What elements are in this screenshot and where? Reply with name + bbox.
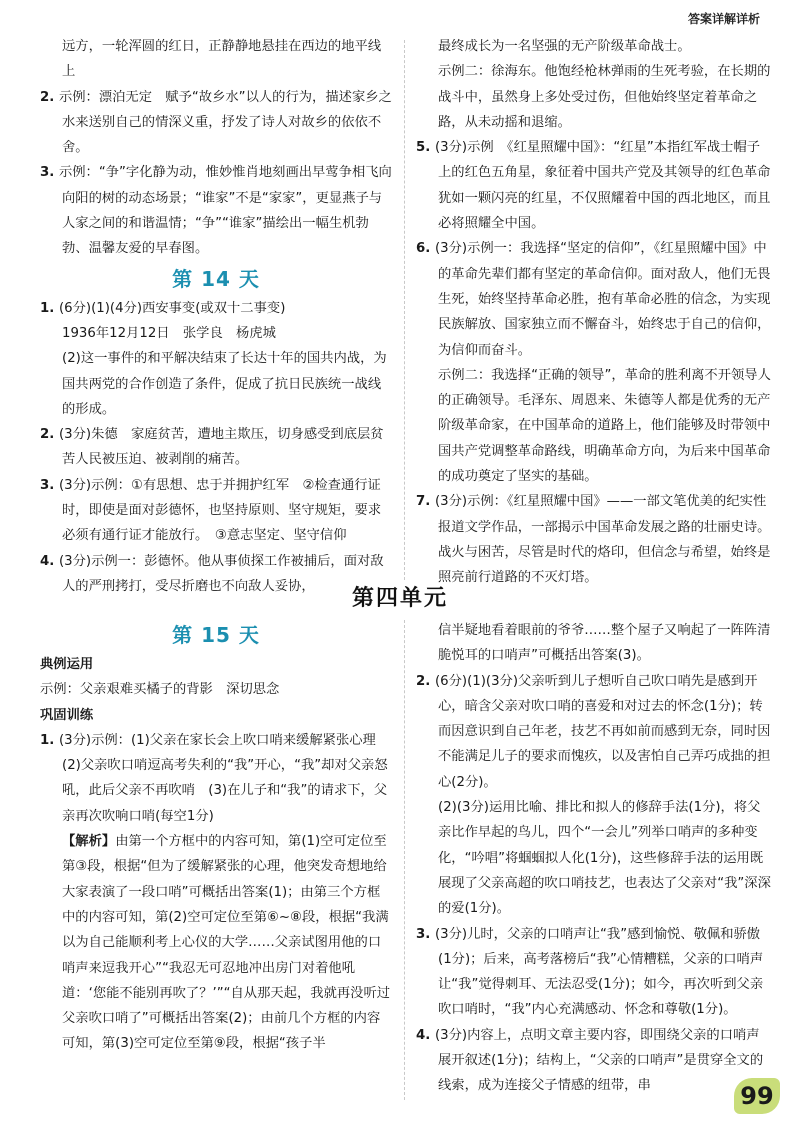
practice-item-4: 4. (3分)内容上，点明文章主要内容，即围绕父亲的口哨声展开叙述(1分)；结构上，“父亲的口哨声”是贯穿全文的线索，成为连接父子情感的纽带，串 xyxy=(416,1027,764,1094)
answer-text: 示例：漂泊无定 赋予“故乡水”以人的行为，描述家乡之水来送别自己的情深义重，抒发了诗人对故乡的依依不舍。 xyxy=(58,89,392,156)
answer-item-7: 7. (3分)示例：《红星照耀中国》——一部文笔优美的纪实性报道文学作品，一部揭示中国革命发展之路的壮丽史诗。战火与困苦，尽管是时代的烙印，但信念与希望，始终是照亮前行道路的不灭灯塔。 xyxy=(416,494,771,586)
column-top-left xyxy=(40,34,392,599)
unit-title: 第四单元 xyxy=(351,586,448,611)
answer-text: (3分)儿时，父亲的口哨声让“我”感到愉悦、敬佩和骄傲(1分)；后来，高考落榜后“我”心情糟糕，父亲的口哨声让“我”觉得刺耳、无法忍受(1分)；如今，再次听到父亲吹口哨时，“我”内心充满感动、怀念和尊敬(1分)。 xyxy=(434,926,764,1018)
continued-text: 信半疑地看着眼前的爷爷……整个屋子又响起了一阵阵清脆悦耳的口哨声”可概括出答案(3)。 xyxy=(438,623,771,664)
column-divider-top xyxy=(404,40,405,580)
analysis-block xyxy=(40,829,392,1057)
analysis-label: 【解析】 xyxy=(62,834,116,850)
column-bottom-right xyxy=(416,618,772,1099)
day14-item-4: 4. (3分)示例一：彭德怀。他从事侦探工作被捕后，面对敌人的严刑拷打，受尽折磨也不向敌人妥协， xyxy=(40,553,384,594)
day14-item-3: 3. (3分)示例：①有思想、忠于并拥护红军 ②检查通行证时，即使是面对彭德怀，也坚持原则、坚守规矩，要求必须有通行证才能放行。 ③意志坚定、坚守信仰 xyxy=(40,477,382,544)
answer-text: (3分)内容上，点明文章主要内容，即围绕父亲的口哨声展开叙述(1分)；结构上，“父亲的口哨声”是贯穿全文的线索，成为连接父子情感的纽带，串 xyxy=(434,1027,764,1094)
column-bottom-left xyxy=(40,618,392,1057)
analysis-text: 由第一个方框中的内容可知，第(1)空可定位至第③段，根据“但为了缓解紧张的心理，他突发奇想地给大家表演了一段口哨”可概括出答案(1)；由第三个方框中的内容可知，第(2)空可定位至第⑥~⑧段，根据“我满以为自己能顺利考上心仪的大学……父亲试图用他的口哨声来逗我开心”“我忍无可忍地冲出房门对着他吼道：‘您能不能别再吹了？’”“自从那天起，我就再没听过父亲吹口哨了”可概括出答案(2)；由前几个方框的内容可知，第(3)空可定位至第⑨段，根据“孩子半 xyxy=(62,834,391,1052)
column-divider-bottom xyxy=(404,620,405,1100)
practice-item-3: 3. (3分)儿时，父亲的口哨声让“我”感到愉悦、敬佩和骄傲(1分)；后来，高考落榜后“我”心情糟糕，父亲的口哨声让“我”觉得刺耳、无法忍受(1分)；如今，再次听到父亲吹口哨时，“我”内心充满感动、怀念和尊敬(1分)。 xyxy=(416,926,764,1018)
answer-item-3: 3. 示例：“争”字化静为动，惟妙惟肖地刻画出早莺争相飞向向阳的树的动态场景；“谁家”不是“家家”，更显燕子与人家之间的和谐温情；“争”“谁家”描绘出一幅生机勃勃、温馨友爱的早春图。 xyxy=(40,165,392,257)
answer-item-5: 5. (3分)示例 《红星照耀中国》：“红星”本指红军战士帽子上的红色五角星，象征着中国共产党及其领导的红色革命犹如一颗闪亮的红星，不仅照耀着中国的西北地区，而且必将照耀全中国。 xyxy=(416,140,771,232)
answer-item-6: 6. (3分)示例一：我选择“坚定的信仰”，《红星照耀中国》中的革命先辈们都有坚定的革命信仰。面对敌人，他们无畏生死，始终坚持革命必胜，抱有革命必胜的信念，为实现民族解放、国家独立而不懈奋斗，始终忠于自己的信仰，为信仰而奋斗。 xyxy=(416,241,771,358)
answer-text: 1936年12月12日 张学良 杨虎城 xyxy=(62,325,276,341)
answer-text: (3分)示例 《红星照耀中国》：“红星”本指红军战士帽子上的红色五角星，象征着中国共产党及其领导的红色革命犹如一颗闪亮的红星，不仅照耀着中国的西北地区，而且必将照耀全中国。 xyxy=(434,140,771,232)
answer-text: (2)这一事件的和平解决结束了长达十年的国共内战，为国共两党的合作创造了条件，促成了抗日民族统一战线的形成。 xyxy=(62,351,387,417)
section-heading-example: 典例运用 xyxy=(40,657,94,672)
answer-text: 示例二：我选择“正确的领导”，革命的胜利离不开领导人的正确领导。毛泽东、周恩来、朱德等人都是优秀的无产阶级革命家，在中国革命的道路上，他们能够及时带领中国共产党调整革命路线，明确革命方向，为后来中国革命的成功奠定了坚实的基础。 xyxy=(438,367,771,485)
practice-item-2: 2. (6分)(1)(3分)父亲听到儿子想听自己吹口哨先是感到开心，暗含父亲对吹口哨的喜爱和对过去的怀念(1分)；转而因意识到自己年老，技艺不再如前而感到无奈，同时因不能满足儿子的要求而愧疚，以及害怕自己弄巧成拙的担心(2分)。 xyxy=(416,673,771,790)
practice-item-1: 1. (3分)示例：(1)父亲在家长会上吹口哨来缓解紧张心理 (2)父亲吹口哨逗高考失利的“我”开心，“我”却对父亲怒吼，此后父亲不再吹哨 (3)在儿子和“我”的请求下，父亲再次吹响口哨(每空1分) xyxy=(40,732,390,824)
answer-text: (3分)示例：《红星照耀中国》——一部文笔优美的纪实性报道文学作品，一部揭示中国革命发展之路的壮丽史诗。战火与困苦，尽管是时代的烙印，但信念与希望，始终是照亮前行道路的不灭灯塔。 xyxy=(434,494,771,586)
section-heading-practice: 巩固训练 xyxy=(40,707,94,723)
continued-text: 远方，一轮浑圆的红日，正静静地悬挂在西边的地平线上 xyxy=(62,39,382,80)
continued-text: 最终成长为一名坚强的无产阶级革命战士。 xyxy=(438,39,691,54)
answer-item-2: 2. 示例：漂泊无定 赋予“故乡水”以人的行为，描述家乡之水来送别自己的情深义重，抒发了诗人对故乡的依依不舍。 xyxy=(40,89,392,156)
answer-text: 示例：“争”字化静为动，惟妙惟肖地刻画出早莺争相飞向向阳的树的动态场景；“谁家”不是“家家”，更显燕子与人家之间的和谐温情；“争”“谁家”描绘出一幅生机勃勃、温馨友爱的早春图。 xyxy=(58,165,392,257)
day-15-title: 第 15 天 xyxy=(172,623,260,647)
day14-item-2: 2. (3分)朱德 家庭贫苦，遭地主欺压，切身感受到底层贫苦人民被压迫、被剥削的痛苦。 xyxy=(40,427,384,468)
answer-text: (3分)示例一：彭德怀。他从事侦探工作被捕后，面对敌人的严刑拷打，受尽折磨也不向敌人妥协， xyxy=(58,553,384,594)
answer-text: 示例二：徐海东。他饱经枪林弹雨的生死考验，在长期的战斗中，虽然身上多处受过伤，但他始终坚定着革命之路，从未动摇和退缩。 xyxy=(438,64,771,130)
answer-text: (6分)(1)(4分)西安事变(或双十二事变) xyxy=(58,300,286,316)
answer-text: (6分)(1)(3分)父亲听到儿子想听自己吹口哨先是感到开心，暗含父亲对吹口哨的喜爱和对过去的怀念(1分)；转而因意识到自己年老，技艺不再如前而感到无奈，同时因不能满足儿子的要求而愧疚，以及害怕自己弄巧成拙的担心(2分)。 xyxy=(434,673,771,790)
page-number: 99 xyxy=(734,1078,780,1114)
answer-text: (3分)朱德 家庭贫苦，遭地主欺压，切身感受到底层贫苦人民被压迫、被剥削的痛苦。 xyxy=(58,427,384,468)
day-14-title: 第 14 天 xyxy=(172,266,260,291)
answer-text: (3分)示例：①有思想、忠于并拥护红军 ②检查通行证时，即使是面对彭德怀，也坚持原则、坚守规矩，要求必须有通行证才能放行。 ③意志坚定、坚守信仰 xyxy=(58,477,382,544)
day14-item-1: 1. (6分)(1)(4分)西安事变(或双十二事变) xyxy=(40,300,286,316)
header-tag: 答案详解详析 xyxy=(687,12,760,26)
column-top-right xyxy=(416,34,772,591)
answer-text: (2)(3分)运用比喻、排比和拟人的修辞手法(1分)，将父亲比作早起的鸟儿，四个“一会儿”列举口哨声的多种变化，“吟唱”将蝈蝈拟人化(1分)，这些修辞手法的运用既展现了父亲高超的吹口哨技艺，也表达了父亲对“我”深深的爱(1分)。 xyxy=(438,800,771,917)
answer-text: (3分)示例：(1)父亲在家长会上吹口哨来缓解紧张心理 (2)父亲吹口哨逗高考失利的“我”开心，“我”却对父亲怒吼，此后父亲不再吹哨 (3)在儿子和“我”的请求下，父亲再次吹响口哨(每空1分) xyxy=(58,732,390,824)
answer-text: (3分)示例一：我选择“坚定的信仰”，《红星照耀中国》中的革命先辈们都有坚定的革命信仰。面对敌人，他们无畏生死，始终坚持革命必胜，抱有革命必胜的信念，为实现民族解放、国家独立而不懈奋斗，始终忠于自己的信仰，为信仰而奋斗。 xyxy=(434,241,771,358)
example-answer: 示例：父亲艰难买橘子的背影 深切思念 xyxy=(40,682,280,698)
